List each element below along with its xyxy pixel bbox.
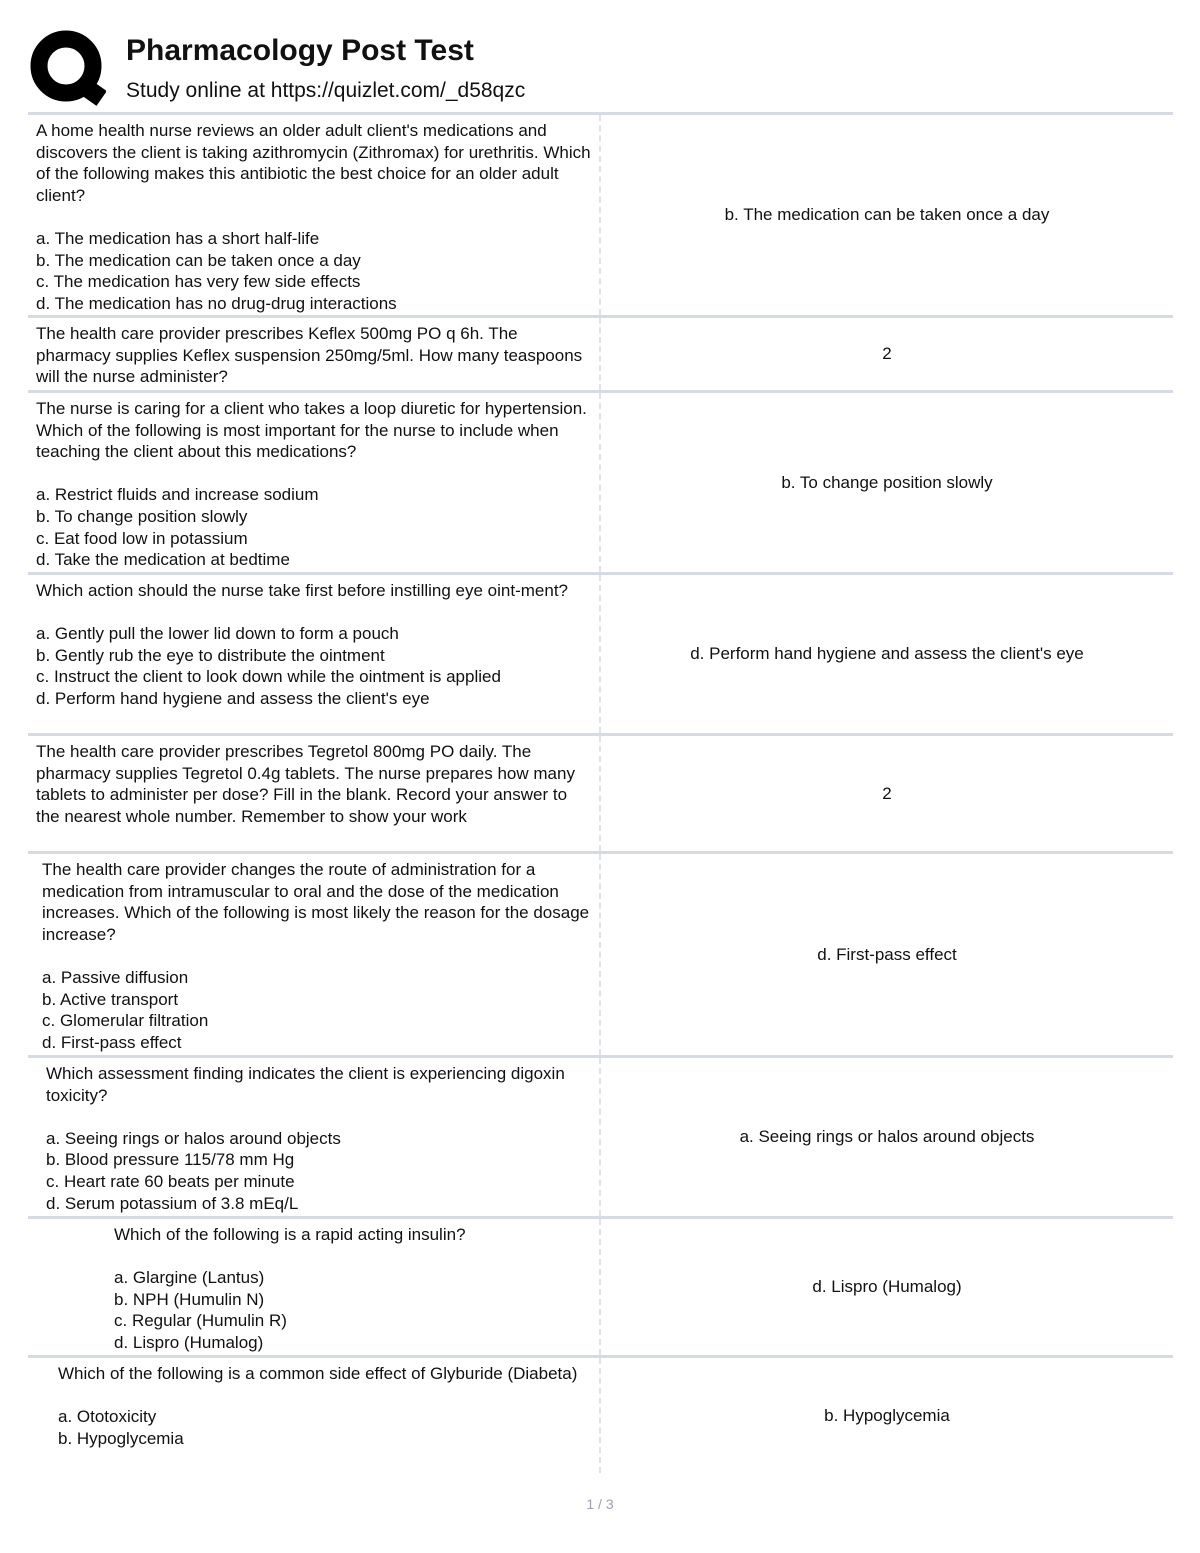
question-cell: [28, 115, 601, 315]
option: b. Hypoglycemia: [58, 1428, 184, 1448]
option: a. Restrict fluids and increase sodium: [36, 485, 319, 505]
page-indicator: 1 / 3: [586, 1496, 614, 1512]
question-text: A home health nurse reviews an older adult client's medications and discovers the client is taking azithromycin (Zithromax) for urethritis. Which of the following makes this antibiotic the best choice for an older adult client?: [36, 121, 591, 205]
question-text: Which of the following is a common side effect of Glyburide (Diabeta): [58, 1364, 578, 1383]
question-cell: [28, 1358, 601, 1473]
option: d. Perform hand hygiene and assess the client's eye: [36, 688, 430, 708]
option: c. Regular (Humulin R): [114, 1311, 287, 1331]
question-cell: [28, 854, 601, 1055]
option: d. The medication has no drug-drug interactions: [36, 293, 397, 313]
question-cell: [28, 318, 601, 390]
answer-cell: d. First-pass effect: [817, 944, 957, 964]
option: a. Glargine (Lantus): [114, 1268, 265, 1288]
option: d. First-pass effect: [42, 1032, 182, 1052]
question-text: Which assessment finding indicates the client is experiencing digoxin toxicity?: [46, 1064, 565, 1105]
answer-cell: b. To change position slowly: [781, 472, 993, 492]
question-cell: [28, 393, 601, 572]
question-cell: [28, 736, 601, 851]
card-row: [28, 854, 1173, 1058]
answer-cell: b. Hypoglycemia: [824, 1405, 950, 1425]
option: a. Passive diffusion: [42, 967, 189, 987]
page-header: [28, 28, 1178, 108]
question-text: Which of the following is a rapid acting insulin?: [114, 1225, 466, 1244]
card-row: [28, 115, 1173, 318]
option: b. To change position slowly: [36, 506, 248, 526]
question-text: Which action should the nurse take first before instilling eye oint-ment?: [36, 581, 568, 600]
question-text: The nurse is caring for a client who takes a loop diuretic for hypertension. Which of the following is most important for the nurse to include when teaching the client about this medications?: [36, 399, 587, 462]
option: d. Serum potassium of 3.8 mEq/L: [46, 1193, 299, 1213]
page-title: Pharmacology Post Test: [126, 34, 474, 67]
card-row: [28, 318, 1173, 393]
option: c. Heart rate 60 beats per minute: [46, 1171, 295, 1191]
answer-cell: 2: [882, 783, 892, 803]
card-row: [28, 393, 1173, 575]
answer-cell: d. Lispro (Humalog): [812, 1277, 962, 1296]
card-row: [28, 1058, 1173, 1219]
card-row: [28, 1358, 1173, 1473]
flashcard-table: [28, 112, 1173, 1473]
quizlet-logo-icon: [30, 30, 106, 106]
answer-cell: d. Perform hand hygiene and assess the client's eye: [690, 644, 1084, 663]
option: a. Gently pull the lower lid down to form a pouch: [36, 624, 399, 644]
question-cell: [28, 575, 601, 733]
card-row: [28, 575, 1173, 736]
study-link[interactable]: Study online at https://quizlet.com/_d58qzc: [126, 79, 526, 102]
card-row: [28, 736, 1173, 854]
question-cell: [28, 1058, 601, 1216]
option: c. Glomerular filtration: [42, 1011, 209, 1031]
answer-cell: b. The medication can be taken once a day: [724, 205, 1050, 224]
question-cell: [28, 1219, 601, 1355]
option: d. Take the medication at bedtime: [36, 550, 290, 570]
option: a. Ototoxicity: [58, 1407, 157, 1427]
option: d. Lispro (Humalog): [114, 1332, 264, 1352]
answer-cell: a. Seeing rings or halos around objects: [739, 1127, 1035, 1146]
option: b. NPH (Humulin N): [114, 1289, 265, 1309]
option: a. Seeing rings or halos around objects: [46, 1128, 341, 1148]
option: b. Gently rub the eye to distribute the ointment: [36, 645, 385, 665]
option: a. The medication has a short half-life: [36, 228, 320, 248]
question-text: The health care provider prescribes Tegretol 800mg PO daily. The pharmacy supplies Tegretol 0.4g tablets. The nurse prepares how many tablets to administer per dose? Fill in the blank. Record your answer to the nearest whole number. Remember to show your work: [36, 742, 575, 826]
option: c. The medication has very few side effects: [36, 272, 361, 292]
answer-cell: 2: [882, 344, 892, 363]
option: b. The medication can be taken once a day: [36, 250, 361, 270]
option: c. Instruct the client to look down while the ointment is applied: [36, 667, 501, 687]
card-row: [28, 1219, 1173, 1358]
option: c. Eat food low in potassium: [36, 528, 248, 548]
question-text: The health care provider changes the route of administration for a medication from intramuscular to oral and the dose of the medication increases. Which of the following is most likely the reason for the dosage increase?: [42, 860, 590, 944]
question-text: The health care provider prescribes Keflex 500mg PO q 6h. The pharmacy supplies Keflex suspension 250mg/5ml. How many teaspoons will the nurse administer?: [36, 324, 583, 387]
option: b. Blood pressure 115/78 mm Hg: [46, 1150, 295, 1170]
option: b. Active transport: [42, 989, 179, 1009]
